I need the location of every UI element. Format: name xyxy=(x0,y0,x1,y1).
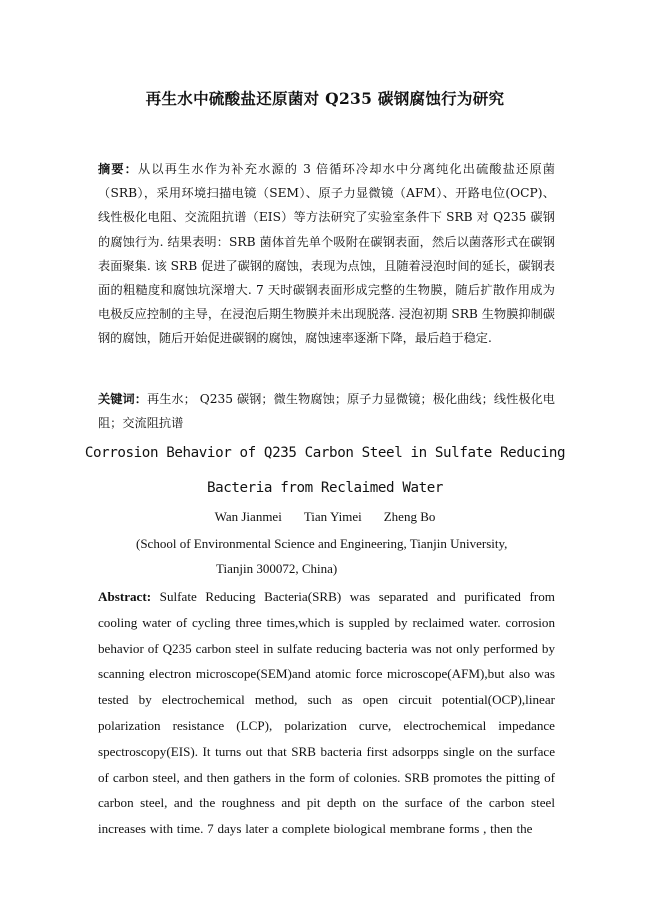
english-title-line-1: Corrosion Behavior of Q235 Carbon Steel in Sulfate Reducing xyxy=(84,445,566,461)
author-name: Tian Yimei xyxy=(303,509,362,524)
author-list xyxy=(160,509,490,525)
chinese-title: 再生水中硫酸盐还原菌对 Q235 碳钢腐蚀行为研究 xyxy=(145,89,505,108)
english-abstract-label: Abstract: xyxy=(98,589,152,604)
english-abstract-text: Sulfate Reducing Bacteria(SRB) was separated and purificated from cooling water of cycling three times,which is suppled by reclaimed water. corrosion behavior of Q235 carbon steel in sulfate reducing bacteria was not only performed by scanning electron microscope(SEM)and atomic force microscope(AFM),but also was tested by electrochemical method, such as open circuit potential(OCP),linear polarization resistance (LCP), polarization curve, electrochemical impedance spectroscopy(EIS). It turns out that SRB bacteria first adsorpps single on the surface of carbon steel, and then gathers in the form of colonies. SRB promotes the pitting of carbon steel, and the roughness and pit depth on the surface of the carbon steel increases with time. 7 days later a complete biological membrane forms , then the xyxy=(98,589,555,837)
author-name: Zheng Bo xyxy=(383,509,436,524)
chinese-abstract xyxy=(98,157,555,351)
affiliation-line-2: Tianjin 300072, China) xyxy=(216,561,338,576)
author-name: Wan Jianmei xyxy=(214,509,282,524)
affiliation-line-1: (School of Environmental Science and Engineering, Tianjin University, xyxy=(136,536,508,551)
chinese-abstract-text: 从以再生水作为补充水源的 3 倍循环冷却水中分离纯化出硫酸盐还原菌（SRB），采用环境扫描电镜（SEM）、原子力显微镜（AFM）、开路电位(OCP)、线性极化电阻、交流阻抗谱（EIS）等方法研究了实验室条件下 SRB 对 Q235 碳钢的腐蚀行为. 结果表明：SRB 菌体首先单个吸附在碳钢表面，然后以菌落形式在碳钢表面聚集. 该 SRB 促进了碳钢的腐蚀，表现为点蚀，且随着浸泡时间的延长，碳钢表面的粗糙度和腐蚀坑深增大. 7 天时碳钢表面形成完整的生物膜，随后扩散作用成为电极反应控制的主导，在浸泡后期生物膜并未出现脱落. 浸泡初期 SRB 生物膜抑制碳钢的腐蚀，随后开始促进碳钢的腐蚀，腐蚀速率逐渐下降，最后趋于稳定. xyxy=(98,162,555,346)
chinese-keywords xyxy=(98,387,555,435)
chinese-keywords-text: 再生水； Q235 碳钢；微生物腐蚀；原子力显微镜；极化曲线；线性极化电阻；交流阻抗谱 xyxy=(98,392,555,431)
english-abstract xyxy=(98,584,555,842)
english-title-line-2: Bacteria from Reclaimed Water xyxy=(206,480,444,496)
chinese-keywords-label: 关键词： xyxy=(98,392,147,406)
chinese-abstract-label: 摘要： xyxy=(98,162,139,176)
